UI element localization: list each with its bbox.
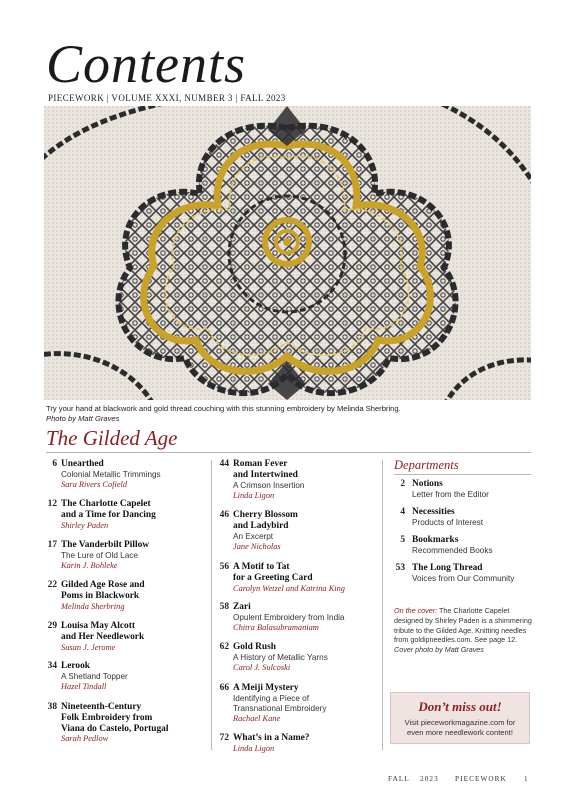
entry-author: Jane Nicholas (233, 541, 281, 551)
section-rule (46, 452, 531, 453)
entry-title: Lerook (61, 661, 90, 671)
page-number: 22 (47, 580, 57, 590)
folio-page-number: 1 (524, 775, 529, 783)
page-number: 58 (219, 602, 229, 612)
folio-season: FALL (388, 775, 410, 783)
entry-title: Poms in Blackwork (61, 590, 140, 601)
entry-title: Cherry Blossom (233, 510, 298, 520)
entry-body (61, 459, 211, 490)
entry-title: The Vanderbilt Pillow (61, 540, 150, 550)
promo-box[interactable] (390, 692, 530, 744)
entry-author: Susan J. Jerome (61, 642, 116, 652)
entry-author: Karin J. Bohleke (61, 561, 118, 570)
page-number: 46 (219, 510, 229, 520)
entry-author: Shirley Paden (61, 520, 109, 530)
page-number: 12 (47, 499, 57, 509)
entry-body (61, 580, 211, 612)
entry-author: Hazel Tindall (61, 682, 107, 691)
entry-author: Sara Rivers Cofield (61, 480, 128, 489)
page-number: 56 (219, 562, 229, 572)
promo-headline: Don’t miss out! (418, 699, 502, 714)
page-number: 62 (219, 642, 229, 652)
cover-photo (44, 106, 531, 400)
entry-title: Notions (412, 479, 443, 489)
entry-body (412, 535, 536, 556)
page-number: 72 (219, 733, 229, 743)
entry-body (61, 499, 211, 531)
caption-text: Try your hand at blackwork and gold thread couching with this stunning embroidery by Melinda Sherbring. (46, 404, 401, 413)
entry-subtitle: Products of Interest (412, 517, 483, 527)
entry-author: Chitra Balasubramaniam (233, 623, 319, 632)
entry-title: Roman Fever (233, 459, 288, 469)
cover-note (394, 606, 534, 655)
entry-author: Rachael Kane (233, 714, 281, 724)
entry-title: A Motif to Tat (233, 562, 290, 572)
promo-text-2: even more needlework content! (407, 727, 513, 737)
page-number: 29 (47, 621, 57, 631)
entry-body (412, 479, 536, 500)
cover-note-text: The Charlotte Capelet designed by Shirley Paden is a shimmering tribute to the Gilded Age. Knitting needles from goldipneedles.com. See page 12. (394, 606, 532, 645)
entry-body (412, 563, 536, 584)
folio-year: 2023 (420, 775, 439, 783)
page-number: 5 (400, 535, 405, 545)
entry-author: Linda Ligon (233, 743, 275, 753)
entry-subtitle: Transnational Embroidery (233, 704, 327, 713)
folio-magazine: PIECEWORK (455, 775, 507, 783)
entry-body (233, 562, 383, 594)
entry-title: and Intertwined (233, 469, 298, 480)
entry-subtitle: Voices from Our Community (412, 573, 515, 583)
entry-body (412, 507, 536, 528)
photo-caption (46, 404, 526, 424)
page-title: Contents (46, 34, 247, 94)
entry-body (61, 540, 211, 571)
entry-body (233, 602, 383, 633)
page-number: 44 (219, 459, 229, 469)
entry-subtitle: The Lure of Old Lace (61, 550, 138, 560)
embroidery-illustration (44, 106, 531, 400)
entry-author: Carol J. Sulcoski (233, 663, 291, 672)
entry-title: A Meiji Mystery (233, 683, 299, 693)
entry-subtitle: A Crimson Insertion (233, 480, 305, 490)
page-number: 6 (52, 459, 57, 469)
entry-subtitle: Letter from the Editor (412, 489, 489, 499)
entry-body (233, 683, 383, 724)
entry-body (61, 621, 211, 653)
entry-title: and Her Needlework (61, 631, 145, 642)
issue-line: PIECEWORK | VOLUME XXXI, NUMBER 3 | FALL 2023 (48, 93, 286, 103)
entry-author: Melinda Sherbring (61, 601, 125, 611)
page-number: 53 (395, 563, 405, 573)
column-divider-1 (211, 460, 212, 750)
entry-title: and a Time for Dancing (61, 509, 156, 520)
entry-title: The Charlotte Capelet (61, 499, 151, 509)
entry-title: Bookmarks (412, 535, 459, 545)
page-number: 2 (400, 479, 405, 489)
entry-subtitle: Colonial Metallic Trimmings (61, 469, 161, 479)
departments-title: Departments (394, 458, 459, 472)
page-number: 17 (47, 540, 57, 550)
entry-subtitle: Opulent Embroidery from India (233, 612, 345, 622)
entry-body (233, 459, 383, 501)
entry-title: What’s in a Name? (233, 733, 310, 743)
entry-body (233, 642, 383, 673)
departments-rule (394, 474, 531, 475)
entry-subtitle: Identifying a Piece of (233, 693, 310, 703)
entry-title: Gold Rush (233, 642, 276, 652)
entry-title: Unearthed (61, 459, 104, 469)
entry-title: Gilded Age Rose and (61, 580, 145, 590)
entry-subtitle: A Shetland Topper (61, 671, 128, 681)
entry-author: Linda Ligon (233, 490, 275, 500)
entry-title: and Ladybird (233, 520, 289, 531)
entry-body (233, 510, 383, 552)
cover-note-lead: On the cover: (394, 606, 438, 615)
page-number: 66 (219, 683, 229, 693)
entry-body (61, 702, 211, 745)
page-number: 38 (47, 702, 57, 712)
entry-subtitle: A History of Metallic Yarns (233, 652, 328, 662)
entry-author: Sarah Pedlow (61, 734, 109, 744)
entry-title: for a Greeting Card (233, 572, 313, 583)
entry-author: Carolyn Wetzel and Katrina King (233, 583, 345, 593)
entry-title: Louisa May Alcott (61, 621, 135, 631)
entry-title: Zari (233, 602, 251, 612)
page-number: 4 (400, 507, 405, 517)
promo-text-1: Visit pieceworkmagazine.com for (404, 718, 516, 727)
entry-body (233, 733, 383, 754)
entry-body (61, 661, 211, 692)
entry-title: Viana do Castelo, Portugal (61, 723, 169, 734)
cover-credit: Cover photo by Matt Graves (394, 645, 484, 655)
entry-subtitle: An Excerpt (233, 531, 274, 541)
entry-title: The Long Thread (412, 563, 483, 573)
entry-title: Nineteenth-Century (61, 702, 142, 712)
entry-subtitle: Recommended Books (412, 545, 493, 555)
section-title: The Gilded Age (46, 426, 178, 450)
entry-title: Folk Embroidery from (61, 712, 153, 723)
photo-credit: Photo by Matt Graves (46, 414, 120, 423)
page-number: 34 (47, 661, 57, 671)
entry-title: Necessities (412, 507, 455, 517)
